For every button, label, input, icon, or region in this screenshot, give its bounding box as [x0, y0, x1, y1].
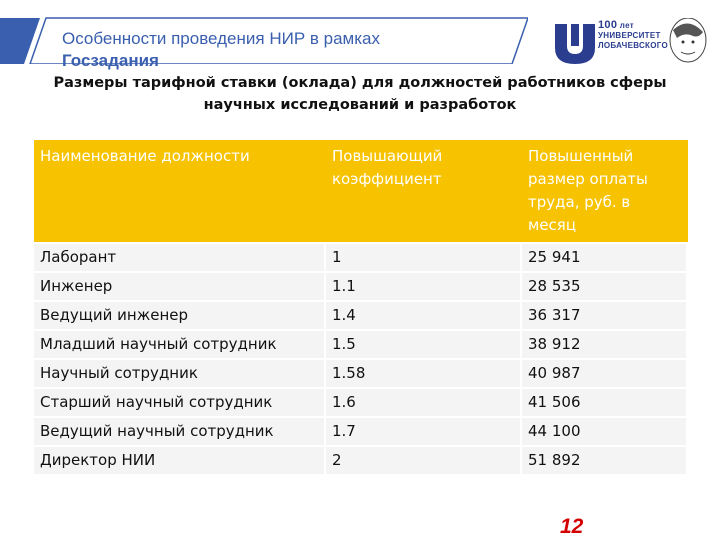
cell-position: Ведущий научный сотрудник [34, 418, 326, 445]
header-position: Наименование должности [34, 140, 326, 242]
table-row [34, 447, 688, 474]
cell-coefficient: 1.6 [326, 389, 522, 416]
table-row [34, 273, 688, 300]
table-row [34, 331, 688, 358]
cell-position: Лаборант [34, 244, 326, 271]
slide-title-continued: Госзадания [62, 51, 159, 70]
page-number: 12 [560, 515, 584, 538]
header-salary: Повышенный размер оплаты труда, руб. в месяц [522, 140, 688, 242]
salary-table [34, 138, 688, 476]
logo-text [598, 20, 668, 51]
cell-salary: 28 535 [522, 273, 688, 300]
cell-coefficient: 1.5 [326, 331, 522, 358]
cell-position: Ведущий инженер [34, 302, 326, 329]
cell-salary: 40 987 [522, 360, 688, 387]
table-row [34, 302, 688, 329]
cell-salary: 38 912 [522, 331, 688, 358]
cell-coefficient: 1.1 [326, 273, 522, 300]
cell-salary: 25 941 [522, 244, 688, 271]
cell-position: Научный сотрудник [34, 360, 326, 387]
caption-line1: Размеры тарифной ставки (оклада) для должностей работников сферы [53, 75, 667, 91]
table-row [34, 360, 688, 387]
table-row [34, 244, 688, 271]
cell-coefficient: 1.7 [326, 418, 522, 445]
logo-100: 100 [598, 19, 618, 31]
cell-position: Директор НИИ [34, 447, 326, 474]
cell-salary: 51 892 [522, 447, 688, 474]
cell-salary: 44 100 [522, 418, 688, 445]
logo-years: лет [619, 21, 634, 30]
caption-line2: научных исследований и разработок [203, 97, 517, 113]
cell-coefficient: 2 [326, 447, 522, 474]
table-header-row [34, 140, 688, 242]
cell-coefficient: 1.58 [326, 360, 522, 387]
cell-position: Старший научный сотрудник [34, 389, 326, 416]
cell-position: Инженер [34, 273, 326, 300]
header-coefficient: Повышающий коэффициент [326, 140, 522, 242]
cell-coefficient: 1.4 [326, 302, 522, 329]
slide-title: Особенности проведения НИР в рамках [62, 29, 381, 48]
logo-line2: ЛОБАЧЕВСКОГО [598, 41, 669, 50]
table-caption [40, 72, 680, 116]
cell-position: Младший научный сотрудник [34, 331, 326, 358]
table-row [34, 389, 688, 416]
cell-salary: 41 506 [522, 389, 688, 416]
table-row [34, 418, 688, 445]
cell-salary: 36 317 [522, 302, 688, 329]
cell-coefficient: 1 [326, 244, 522, 271]
logo-line1: УНИВЕРСИТЕТ [598, 31, 661, 40]
